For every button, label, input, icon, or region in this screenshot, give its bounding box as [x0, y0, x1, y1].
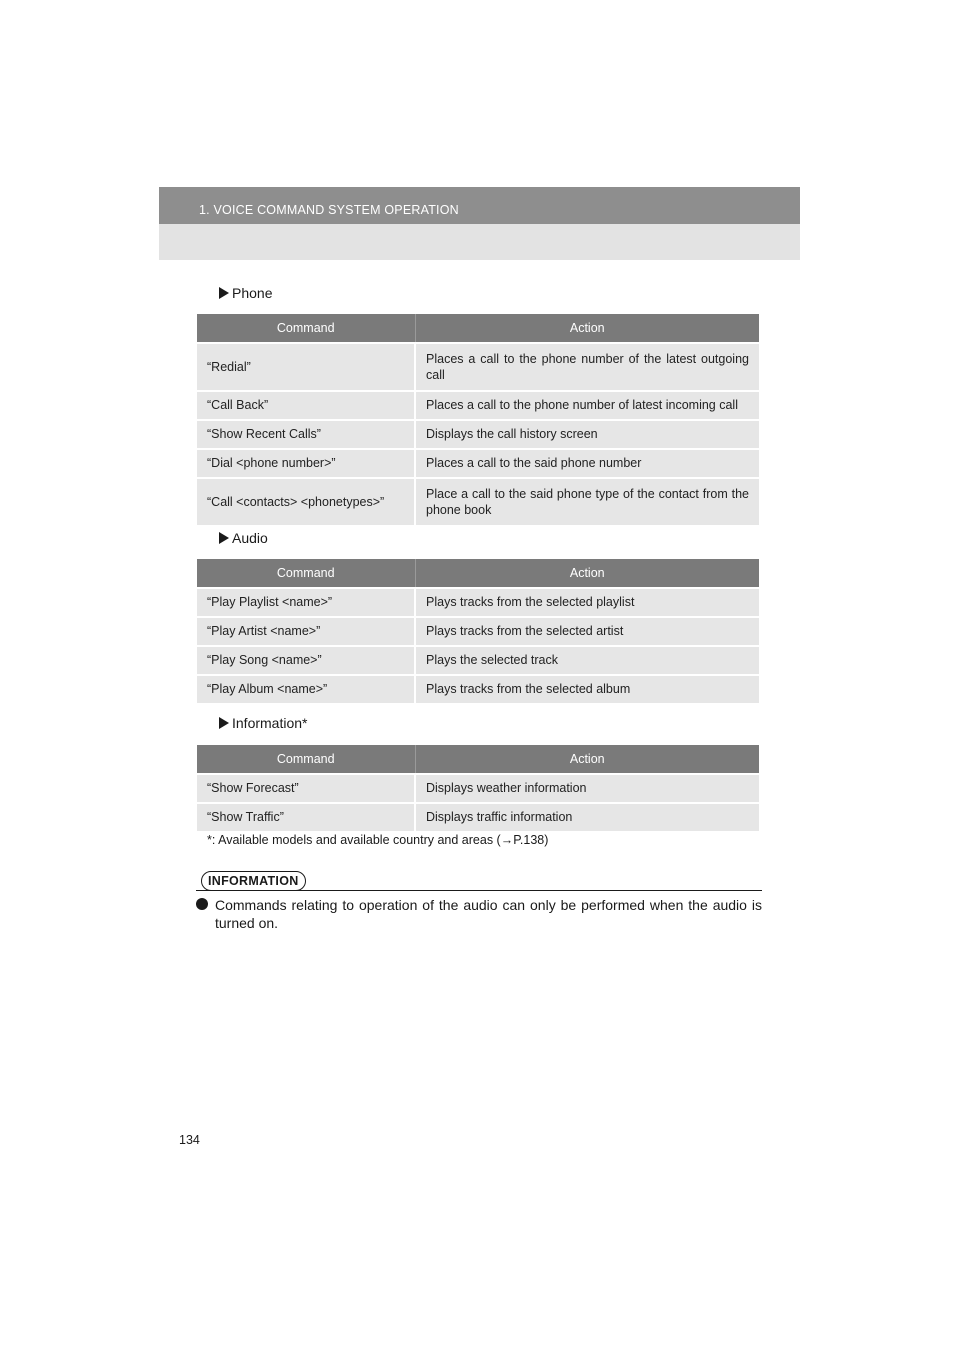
action-cell: Places a call to the phone number of latest incoming call [415, 391, 759, 420]
column-header-command: Command [197, 559, 415, 588]
action-cell: Displays weather information [415, 774, 759, 803]
page-header [159, 187, 800, 260]
action-cell: Displays traffic information [415, 803, 759, 831]
command-cell: “Play Artist <name>” [197, 617, 415, 646]
table-row [197, 343, 759, 391]
table-row [197, 588, 759, 617]
triangle-right-icon [219, 717, 229, 729]
command-cell: “Play Album <name>” [197, 675, 415, 703]
footnote: *: Available models and available country and areas (→P.138) [207, 833, 549, 847]
action-cell: Plays the selected track [415, 646, 759, 675]
command-cell: “Show Traffic” [197, 803, 415, 831]
action-cell: Place a call to the said phone type of the contact from the phone book [415, 478, 759, 525]
table-row [197, 391, 759, 420]
action-cell: Plays tracks from the selected playlist [415, 588, 759, 617]
table-row [197, 449, 759, 478]
audio-command-table [197, 559, 759, 703]
information-item [196, 896, 762, 932]
triangle-right-icon [219, 287, 229, 299]
command-cell: “Call <contacts> <phonetypes>” [197, 478, 415, 525]
column-header-command: Command [197, 314, 415, 343]
header-title: 1. VOICE COMMAND SYSTEM OPERATION [199, 203, 459, 217]
action-cell: Plays tracks from the selected album [415, 675, 759, 703]
header-bar [159, 187, 800, 224]
command-cell: “Redial” [197, 343, 415, 391]
section-title-information: Information* [219, 715, 307, 731]
table-row [197, 617, 759, 646]
bullet-icon [196, 898, 208, 910]
information-command-table [197, 745, 759, 831]
action-cell: Displays the call history screen [415, 420, 759, 449]
information-label: INFORMATION [201, 871, 306, 891]
table-row [197, 420, 759, 449]
command-cell: “Call Back” [197, 391, 415, 420]
table-row [197, 774, 759, 803]
table-row [197, 803, 759, 831]
action-cell: Places a call to the said phone number [415, 449, 759, 478]
command-cell: “Play Playlist <name>” [197, 588, 415, 617]
command-cell: “Play Song <name>” [197, 646, 415, 675]
section-title-audio: Audio [219, 530, 268, 546]
section-title-phone: Phone [219, 285, 272, 301]
table-row [197, 675, 759, 703]
column-header-action: Action [415, 559, 759, 588]
action-cell: Plays tracks from the selected artist [415, 617, 759, 646]
command-cell: “Show Forecast” [197, 774, 415, 803]
table-row [197, 646, 759, 675]
action-cell: Places a call to the phone number of the latest outgoing call [415, 343, 759, 391]
column-header-action: Action [415, 745, 759, 774]
page-number: 134 [179, 1133, 200, 1147]
command-cell: “Dial <phone number>” [197, 449, 415, 478]
column-header-action: Action [415, 314, 759, 343]
column-header-command: Command [197, 745, 415, 774]
command-cell: “Show Recent Calls” [197, 420, 415, 449]
information-text: Commands relating to operation of the audio can only be performed when the audio is turned on. [215, 897, 762, 931]
table-row [197, 478, 759, 525]
phone-command-table [197, 314, 759, 525]
triangle-right-icon [219, 532, 229, 544]
